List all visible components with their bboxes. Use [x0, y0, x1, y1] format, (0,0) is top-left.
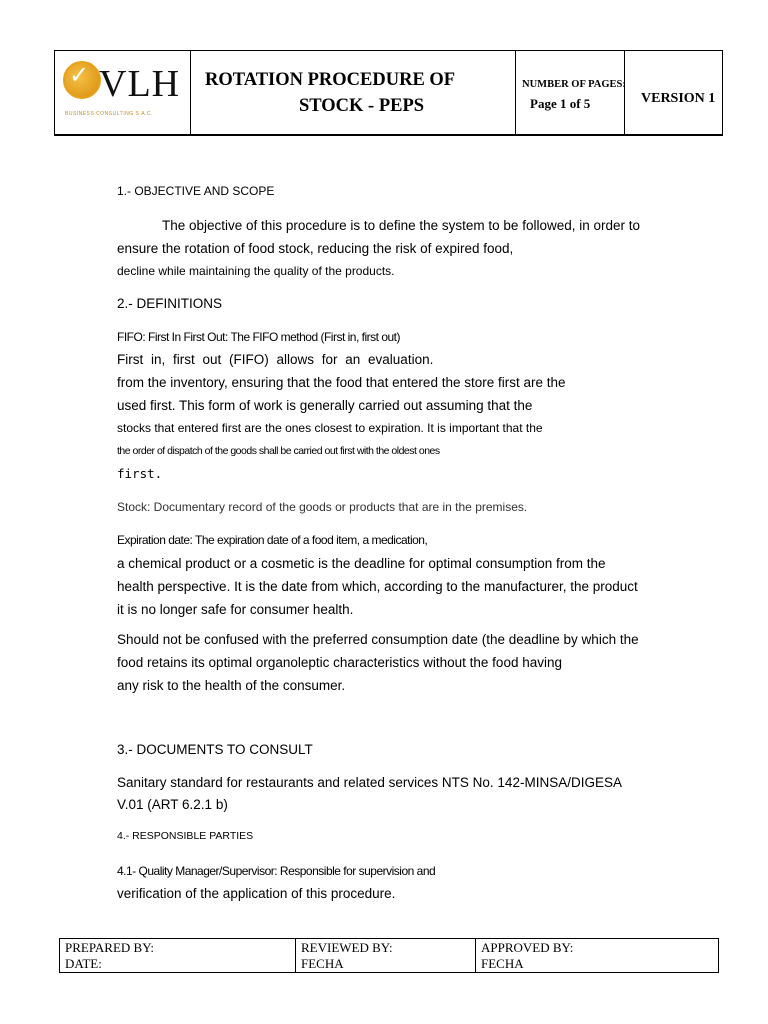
- paragraph-line: ensure the rotation of food stock, reducing the risk of expired food,: [117, 241, 514, 256]
- section-heading: 3.- DOCUMENTS TO CONSULT: [117, 742, 313, 757]
- paragraph-line: First in, first out (FIFO) allows for an evaluation.: [117, 352, 434, 367]
- paragraph-line: the order of dispatch of the goods shall be carried out first with the oldest ones: [117, 445, 440, 457]
- paragraph-line: stocks that entered first are the ones closest to expiration. It is important that the: [117, 421, 543, 435]
- paragraph-line: Stock: Documentary record of the goods or products that are in the premises.: [117, 500, 528, 514]
- paragraph-line: FIFO: First In First Out: The FIFO method (First in, first out): [117, 330, 400, 344]
- approved-date-label: FECHA: [481, 956, 524, 971]
- paragraph-line: Should not be confused with the preferred consumption date (the deadline by which the: [117, 632, 639, 647]
- prepared-by-cell: [60, 939, 296, 972]
- paragraph-line: food retains its optimal organoleptic characteristics without the food having: [117, 655, 562, 670]
- paragraph-line: it is no longer safe for consumer health.: [117, 602, 354, 617]
- pages-label: NUMBER OF PAGES:: [522, 79, 626, 90]
- version-info: [625, 51, 722, 134]
- section-heading: 2.- DEFINITIONS: [117, 296, 223, 311]
- paragraph-line: Expiration date: The expiration date of a food item, a medication,: [117, 533, 428, 547]
- paragraph-line: first.: [117, 466, 163, 481]
- approved-by-cell: [476, 939, 718, 972]
- title-line-2: STOCK - PEPS: [299, 96, 425, 116]
- version-label: VERSION 1: [641, 91, 716, 106]
- paragraph-line: 4.1- Quality Manager/Supervisor: Responsible for supervision and: [117, 864, 436, 878]
- paragraph-line: decline while maintaining the quality of the products.: [117, 264, 395, 278]
- date-label: DATE:: [65, 956, 102, 971]
- logo-text: VLH: [99, 63, 181, 105]
- paragraph-line: from the inventory, ensuring that the food that entered the store first are the: [117, 375, 566, 390]
- pages-value: Page 1 of 5: [530, 96, 591, 111]
- paragraph-line: any risk to the health of the consumer.: [117, 678, 346, 693]
- checkmark-icon: ✓: [69, 61, 90, 89]
- paragraph-line: Sanitary standard for restaurants and related services NTS No. 142-MINSA/DIGESA: [117, 775, 622, 790]
- document-title: [191, 51, 516, 134]
- paragraph-line: verification of the application of this procedure.: [117, 886, 396, 901]
- logo: [55, 51, 191, 134]
- reviewed-date-label: FECHA: [301, 956, 344, 971]
- paragraph-line: health perspective. It is the date from which, according to the manufacturer, the product: [117, 579, 638, 594]
- paragraph-line: a chemical product or a cosmetic is the deadline for optimal consumption from the: [117, 556, 606, 571]
- signature-table: [59, 938, 719, 973]
- paragraph-line: V.01 (ART 6.2.1 b): [117, 797, 228, 812]
- paragraph-line: The objective of this procedure is to define the system to be followed, in order to: [162, 218, 641, 233]
- reviewed-by-cell: [296, 939, 476, 972]
- pages-info: [516, 51, 625, 134]
- reviewed-by-label: REVIEWED BY:: [301, 940, 393, 955]
- title-line-1: ROTATION PROCEDURE OF: [205, 70, 456, 90]
- section-heading: 1.- OBJECTIVE AND SCOPE: [117, 184, 275, 198]
- logo-subtext: BUSINESS CONSULTING S.A.C.: [65, 111, 153, 117]
- paragraph-line: used first. This form of work is generally carried out assuming that the: [117, 398, 533, 413]
- approved-by-label: APPROVED BY:: [481, 940, 574, 955]
- section-heading: 4.- RESPONSIBLE PARTIES: [117, 830, 254, 842]
- prepared-by-label: PREPARED BY:: [65, 940, 154, 955]
- document-header: [54, 50, 723, 136]
